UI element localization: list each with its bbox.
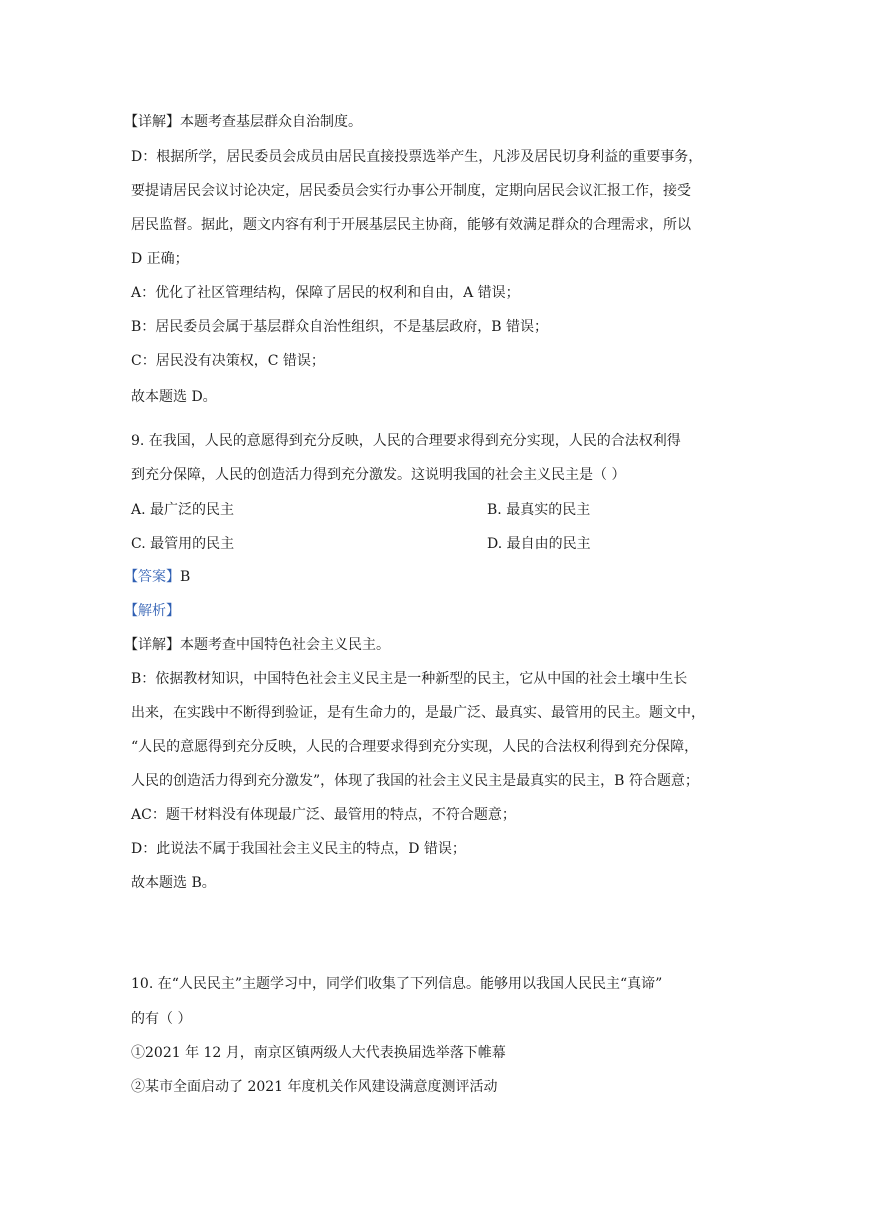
q8-conclusion: 故本题选 D。: [131, 389, 217, 405]
q9-answer-label: 【答案】: [124, 569, 180, 585]
q9-option-b-explanation-line1: B：依据教材知识，中国特色社会主义民主是一种新型的民主，它从中国的社会土壤中生长: [131, 671, 688, 687]
q8-option-d-explanation-line2: 要提请居民会议讨论决定，居民委员会实行办事公开制度，定期向居民会议汇报工作，接受: [131, 183, 691, 199]
q10-item-2: ②某市全面启动了 2021 年度机关作风建设满意度测评活动: [131, 1079, 498, 1095]
q8-option-a-explanation: A：优化了社区管理结构，保障了居民的权利和自由，A 错误；: [131, 285, 520, 301]
q10-stem-line1: 10. 在“人民民主”主题学习中，同学们收集了下列信息。能够用以我国人民民主“真谛”: [131, 976, 663, 992]
q9-option-b-explanation-line3: “人民的意愿得到充分反映，人民的合理要求得到充分实现，人民的合法权利得到充分保障，: [131, 739, 699, 755]
q10-item-1: ①2021 年 12 月，南京区镇两级人大代表换届选举落下帷幕: [131, 1045, 506, 1061]
q8-option-b-explanation: B：居民委员会属于基层群众自治性组织，不是基层政府，B 错误；: [131, 319, 549, 335]
q9-stem-line2: 到充分保障，人民的创造活力得到充分激发。这说明我国的社会主义民主是（ ）: [131, 467, 626, 483]
q9-detail-heading: 【详解】本题考查中国特色社会主义民主。: [124, 637, 390, 653]
q9-stem-line1: 9. 在我国，人民的意愿得到充分反映，人民的合理要求得到充分实现，人民的合法权利得: [131, 433, 681, 449]
q9-answer: [124, 567, 190, 587]
q9-option-d: D. 最自由的民主: [487, 536, 591, 552]
q8-option-c-explanation: C：居民没有决策权，C 错误；: [131, 353, 325, 369]
q9-option-b-explanation-line2: 出来，在实践中不断得到验证，是有生命力的，是最广泛、最真实、最管用的民主。题文中，: [131, 705, 705, 721]
q9-option-a: A. 最广泛的民主: [131, 502, 235, 518]
q9-answer-value: B: [180, 569, 191, 585]
q9-option-b: B. 最真实的民主: [487, 502, 591, 518]
q8-option-d-explanation-line4: D 正确；: [131, 251, 189, 267]
q10-stem-line2: 的有（ ）: [131, 1011, 192, 1027]
q8-option-d-explanation-line1: D：根据所学，居民委员会成员由居民直接投票选举产生，凡涉及居民切身利益的重要事务，: [131, 149, 703, 165]
q9-option-c: C. 最管用的民主: [131, 536, 235, 552]
q9-analysis-label: 【解析】: [124, 603, 180, 619]
q9-option-ac-explanation: AC：题干材料没有体现最广泛、最管用的特点，不符合题意；: [131, 807, 516, 823]
q9-conclusion: 故本题选 B。: [131, 875, 216, 891]
q8-option-d-explanation-line3: 居民监督。据此，题文内容有利于开展基层民主协商，能够有效满足群众的合理需求，所以: [131, 217, 691, 233]
q9-option-d-explanation: D：此说法不属于我国社会主义民主的特点，D 错误；: [131, 841, 466, 857]
q8-detail-heading: 【详解】本题考查基层群众自治制度。: [124, 114, 362, 130]
q9-option-b-explanation-line4: 人民的创造活力得到充分激发”，体现了我国的社会主义民主是最真实的民主，B 符合题意；: [131, 773, 699, 789]
